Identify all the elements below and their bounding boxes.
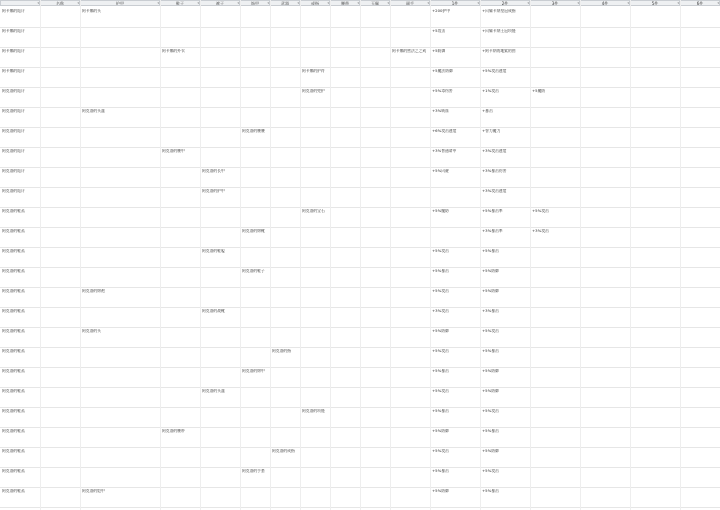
column-gridline bbox=[580, 0, 581, 510]
set-name-cell: 阿卡娜的诡计 bbox=[2, 29, 25, 33]
set-name-cell: 阿克洛的诡计 bbox=[2, 169, 25, 173]
column-header[interactable]: 护甲 ▾ bbox=[80, 0, 160, 6]
filter-dropdown-icon[interactable]: ▾ bbox=[477, 1, 479, 5]
table-cell: 阿克洛的头盔 bbox=[202, 389, 225, 393]
table-cell: +5%防御 bbox=[482, 449, 499, 453]
table-cell: +5%攻击 bbox=[482, 469, 499, 473]
filter-dropdown-icon[interactable]: ▾ bbox=[267, 1, 269, 5]
table-cell: +闪耀卡纳王冠项链 bbox=[482, 29, 516, 33]
column-header[interactable]: 1件 ▾ bbox=[430, 0, 480, 6]
column-gridline bbox=[480, 0, 481, 510]
column-header[interactable]: 4件 ▾ bbox=[580, 0, 630, 6]
table-cell: +5%防御 bbox=[432, 429, 449, 433]
table-cell: +5%攻击 bbox=[482, 329, 499, 333]
table-cell: +3%暴击伤害 bbox=[482, 169, 507, 173]
table-cell: +5%暴击 bbox=[432, 469, 449, 473]
table-cell: +200护甲 bbox=[432, 9, 451, 13]
set-name-cell: 阿克洛的鞋蒸 bbox=[2, 349, 25, 353]
table-cell: +5%防御 bbox=[482, 269, 499, 273]
table-cell: 阿克洛的护甲 bbox=[202, 189, 225, 193]
table-cell: 阿克洛的兜护 bbox=[302, 89, 325, 93]
filter-dropdown-icon[interactable]: ▾ bbox=[577, 1, 579, 5]
filter-dropdown-icon[interactable]: ▾ bbox=[717, 1, 719, 5]
table-cell: +5%暴击 bbox=[482, 249, 499, 253]
set-name-cell: 阿克洛的鞋蒸 bbox=[2, 429, 25, 433]
table-cell: +5%暴击率 bbox=[482, 209, 503, 213]
column-header[interactable]: 鞋子 ▾ bbox=[160, 0, 200, 6]
set-name-cell: 阿卡娜的诡计 bbox=[2, 69, 25, 73]
table-cell: +3%普通命中 bbox=[432, 149, 457, 153]
table-cell: +5%攻击 bbox=[482, 409, 499, 413]
column-header[interactable]: 武器 ▾ bbox=[270, 0, 300, 6]
table-cell: +5%攻击 bbox=[432, 389, 449, 393]
filter-dropdown-icon[interactable]: ▾ bbox=[527, 1, 529, 5]
table-cell: +5%暴击 bbox=[432, 269, 449, 273]
column-header[interactable]: 腰带 ▾ bbox=[330, 0, 360, 6]
table-cell: +闪耀卡纳皇冠戒指 bbox=[482, 9, 516, 13]
column-header[interactable]: 6件 ▾ bbox=[680, 0, 720, 6]
table-cell: +5%防御 bbox=[482, 369, 499, 373]
set-name-cell: 阿克洛的鞋蒸 bbox=[2, 369, 25, 373]
table-cell: +3%攻击速度 bbox=[482, 189, 507, 193]
filter-dropdown-icon[interactable]: ▾ bbox=[237, 1, 239, 5]
column-gridline bbox=[330, 0, 331, 510]
filter-dropdown-icon[interactable]: ▾ bbox=[157, 1, 159, 5]
table-cell: 阿克洛的腰带 bbox=[162, 429, 185, 433]
table-cell: +6%攻击速度 bbox=[432, 129, 457, 133]
set-name-cell: 阿克洛的鞋蒸 bbox=[2, 209, 25, 213]
set-name-cell: 阿克洛的诡计 bbox=[2, 129, 25, 133]
set-name-cell: 阿克洛的鞋蒸 bbox=[2, 409, 25, 413]
table-cell: +5%攻击 bbox=[432, 349, 449, 353]
table-cell: 阿克洛的铠甲 bbox=[82, 489, 105, 493]
table-cell: +5%防御 bbox=[482, 289, 499, 293]
column-header[interactable]: 名称 ▾ bbox=[40, 0, 80, 6]
set-name-cell: 阿克洛的鞋蒸 bbox=[2, 289, 25, 293]
column-header[interactable]: 戒指 ▾ bbox=[300, 0, 330, 6]
table-cell: +5%攻击 bbox=[432, 449, 449, 453]
table-cell: +5%暴击 bbox=[482, 489, 499, 493]
set-name-cell: 阿卡娜的诡计 bbox=[2, 9, 25, 13]
column-header[interactable]: 裤子 ▾ bbox=[200, 0, 240, 6]
column-header[interactable]: 副手 ▾ bbox=[390, 0, 430, 6]
column-gridline bbox=[200, 0, 201, 510]
table-cell: +5%攻击 bbox=[432, 249, 449, 253]
table-cell: +3%攻击 bbox=[432, 309, 449, 313]
filter-dropdown-icon[interactable]: ▾ bbox=[297, 1, 299, 5]
table-cell: 阿克洛的鞋履 bbox=[202, 249, 225, 253]
table-cell: +5%暴击 bbox=[482, 429, 499, 433]
table-cell: +5%防御 bbox=[432, 329, 449, 333]
table-cell: 阿卡娜的密法之之戒 bbox=[392, 49, 427, 53]
table-cell: +5魔法防御 bbox=[432, 69, 453, 73]
table-cell: +5%魔防 bbox=[432, 209, 449, 213]
set-name-cell: 阿克洛的鞋蒸 bbox=[2, 329, 25, 333]
table-cell: 阿克洛的锦袍 bbox=[82, 289, 105, 293]
table-cell: +1%攻击 bbox=[482, 89, 499, 93]
column-header[interactable]: 玉佩 ▾ bbox=[360, 0, 390, 6]
column-gridline bbox=[360, 0, 361, 510]
column-gridline bbox=[80, 0, 81, 510]
table-cell: +5%暴击 bbox=[432, 369, 449, 373]
column-gridline bbox=[430, 0, 431, 510]
set-name-cell: 阿克洛的鞋蒸 bbox=[2, 449, 25, 453]
table-cell: 阿克洛的长甲 bbox=[202, 169, 225, 173]
column-header[interactable]: 3件 ▾ bbox=[530, 0, 580, 6]
filter-dropdown-icon[interactable]: ▾ bbox=[197, 1, 199, 5]
table-cell: +3%攻击速度 bbox=[482, 149, 507, 153]
set-name-cell: 阿克洛的鞋蒸 bbox=[2, 489, 25, 493]
table-cell: +3%攻击 bbox=[532, 229, 549, 233]
table-cell: 阿克洛的项链 bbox=[302, 409, 325, 413]
filter-dropdown-icon[interactable]: ▾ bbox=[627, 1, 629, 5]
table-cell: +3%暴击率 bbox=[482, 229, 503, 233]
filter-dropdown-icon[interactable]: ▾ bbox=[357, 1, 359, 5]
table-cell: +3%暴击 bbox=[482, 309, 499, 313]
table-cell: +5%攻击 bbox=[532, 209, 549, 213]
table-cell: +5%暴击 bbox=[482, 349, 499, 353]
table-cell: +5%毒伤害 bbox=[432, 89, 453, 93]
filter-dropdown-icon[interactable]: ▾ bbox=[387, 1, 389, 5]
table-cell: +3%吸血 bbox=[432, 109, 449, 113]
table-cell: +5%暴击 bbox=[432, 409, 449, 413]
filter-dropdown-icon[interactable]: ▾ bbox=[77, 1, 79, 5]
table-cell: 阿克洛的戒指 bbox=[272, 449, 295, 453]
table-cell: 阿卡娜的头 bbox=[82, 9, 101, 13]
table-cell: 阿克洛的宝石 bbox=[302, 209, 325, 213]
set-name-cell: 阿克洛的鞋蒸 bbox=[2, 469, 25, 473]
column-gridline bbox=[40, 0, 41, 510]
set-name-cell: 阿克洛的鞋蒸 bbox=[2, 269, 25, 273]
filter-dropdown-icon[interactable]: ▾ bbox=[37, 1, 39, 5]
filter-dropdown-icon[interactable]: ▾ bbox=[677, 1, 679, 5]
table-cell: +5%防御 bbox=[482, 389, 499, 393]
set-name-cell: 阿克洛的诡计 bbox=[2, 109, 25, 113]
filter-dropdown-icon[interactable]: ▾ bbox=[427, 1, 429, 5]
column-gridline bbox=[680, 0, 681, 510]
table-cell: 阿克洛的鞋子 bbox=[242, 269, 265, 273]
table-cell: 阿卡娜的护符 bbox=[302, 69, 325, 73]
set-name-cell: 阿卡娜的诡计 bbox=[2, 49, 25, 53]
column-gridline bbox=[300, 0, 301, 510]
set-name-cell: 阿克洛的鞋蒸 bbox=[2, 249, 25, 253]
column-gridline bbox=[160, 0, 161, 510]
set-name-cell: 阿克洛的诡计 bbox=[2, 189, 25, 193]
table-cell: +智力魔力 bbox=[482, 129, 501, 133]
table-cell: +5魔防 bbox=[532, 89, 546, 93]
column-header[interactable]: 2件 ▾ bbox=[480, 0, 530, 6]
column-header[interactable] bbox=[0, 0, 40, 6]
table-cell: 阿克洛的头盔 bbox=[82, 109, 105, 113]
set-name-cell: 阿克洛的鞋蒸 bbox=[2, 309, 25, 313]
table-cell: 阿克洛的手套 bbox=[242, 469, 265, 473]
column-gridline bbox=[530, 0, 531, 510]
filter-dropdown-icon[interactable]: ▾ bbox=[327, 1, 329, 5]
table-cell: 阿克洛的指 bbox=[272, 349, 291, 353]
table-cell: +5%攻击速度 bbox=[482, 69, 507, 73]
column-gridline bbox=[390, 0, 391, 510]
table-cell: +5攻击 bbox=[432, 29, 446, 33]
set-name-cell: 阿克洛的诡计 bbox=[2, 149, 25, 153]
table-cell: 阿克洛的头 bbox=[82, 329, 101, 333]
table-cell: +暴击 bbox=[482, 109, 493, 113]
table-cell: +5防御 bbox=[432, 49, 446, 53]
column-gridline bbox=[240, 0, 241, 510]
table-cell: +5%闪避 bbox=[432, 169, 449, 173]
set-name-cell: 阿克洛的鞋蒸 bbox=[2, 389, 25, 393]
table-cell: 阿克洛的腰甲 bbox=[162, 149, 185, 153]
table-cell: 阿克洛的锦靴 bbox=[242, 229, 265, 233]
table-cell: +5%防御 bbox=[432, 489, 449, 493]
column-gridline bbox=[630, 0, 631, 510]
table-cell: 阿克洛的腰腰 bbox=[242, 129, 265, 133]
column-header[interactable]: 饰甲 ▾ bbox=[240, 0, 270, 6]
set-name-cell: 阿克洛的鞋蒸 bbox=[2, 229, 25, 233]
table-cell: 阿卡娜的外衣 bbox=[162, 49, 185, 53]
column-header[interactable]: 5件 ▾ bbox=[630, 0, 680, 6]
table-cell: +阿卡纳的地狱的图 bbox=[482, 49, 516, 53]
table-cell: 阿克洛的锦甲 bbox=[242, 369, 265, 373]
table-cell: 阿克洛的战靴 bbox=[202, 309, 225, 313]
set-name-cell: 阿克洛的诡计 bbox=[2, 89, 25, 93]
column-gridline bbox=[270, 0, 271, 510]
table-cell: +5%攻击 bbox=[432, 289, 449, 293]
